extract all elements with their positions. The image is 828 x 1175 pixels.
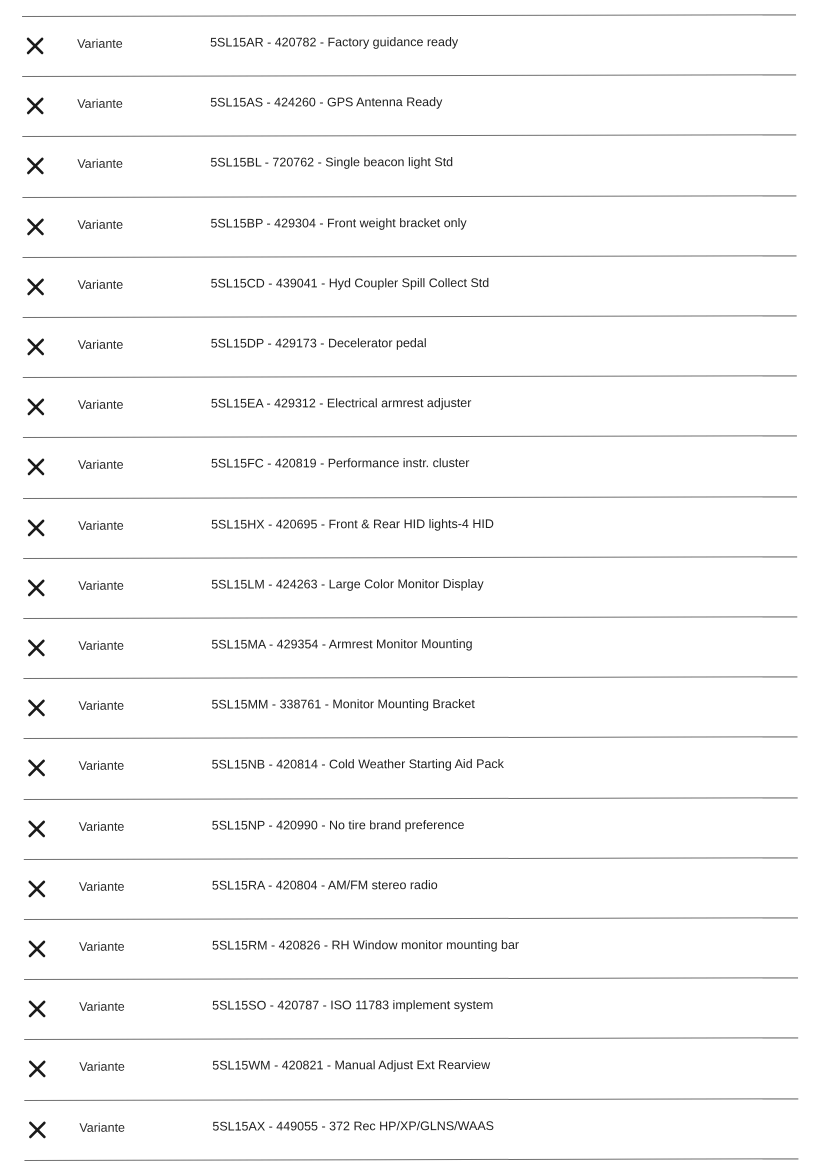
cross-mark-icon [27, 699, 45, 717]
cross-mark-icon [28, 1000, 46, 1018]
cross-mark-icon [27, 278, 45, 296]
row-description: 5SL15CD - 439041 - Hyd Coupler Spill Collect Std [210, 275, 490, 291]
row-description: 5SL15LM - 424263 - Large Color Monitor Display [211, 576, 484, 592]
row-description: 5SL15MM - 338761 - Monitor Mounting Bracket [211, 697, 475, 712]
list-item [23, 616, 797, 678]
row-description: 5SL15NB - 420814 - Cold Weather Starting Aid Pack [211, 757, 504, 772]
row-type-label: Variante [78, 819, 125, 834]
row-description: 5SL15FC - 420819 - Performance instr. cluster [210, 456, 470, 471]
list-item [23, 436, 797, 498]
cross-mark-icon [28, 759, 46, 777]
list-item [24, 1038, 798, 1100]
row-type-label: Variante [78, 879, 125, 894]
row-description: 5SL15AS - 424260 - GPS Antenna Ready [210, 95, 443, 110]
row-type-label: Variante [78, 518, 124, 533]
list-item [24, 917, 798, 979]
cross-mark-icon [28, 1060, 46, 1078]
row-description: 5SL15BL - 720762 - Single beacon light Std [210, 155, 454, 170]
row-type-label: Variante [79, 1120, 126, 1135]
row-description: 5SL15AR - 420782 - Factory guidance ready [210, 35, 459, 50]
cross-mark-icon [26, 157, 44, 175]
cross-mark-icon [27, 519, 45, 537]
row-type-label: Variante [78, 939, 125, 954]
list-item [23, 376, 797, 438]
cross-mark-icon [28, 819, 46, 837]
row-description: 5SL15RM - 420826 - RH Window monitor mounting bar [211, 937, 520, 953]
list-item [24, 797, 798, 859]
row-type-label: Variante [77, 337, 124, 352]
row-description: 5SL15BP - 429304 - Front weight bracket only [210, 215, 467, 231]
divider [24, 1158, 798, 1161]
cross-mark-icon [26, 218, 44, 236]
row-description: 5SL15RA - 420804 - AM/FM stereo radio [211, 877, 438, 893]
cross-mark-icon [27, 338, 45, 356]
row-type-label: Variante [77, 96, 123, 112]
row-description: 5SL15DP - 429173 - Decelerator pedal [210, 336, 427, 351]
row-description: 5SL15AX - 449055 - 372 Rec HP/XP/GLNS/WAAS [212, 1118, 494, 1134]
row-type-label: Variante [77, 458, 124, 473]
list-item [23, 677, 797, 739]
list-item [22, 195, 796, 257]
list-item [24, 1098, 798, 1160]
list-item [23, 496, 797, 558]
row-description: 5SL15NP - 420990 - No tire brand preference [211, 817, 465, 833]
row-type-label: Variante [77, 157, 123, 172]
list-item [22, 14, 796, 76]
row-type-label: Variante [78, 759, 125, 774]
row-type-label: Variante [78, 698, 125, 714]
row-type-label: Variante [77, 397, 124, 413]
cross-mark-icon [26, 37, 44, 55]
row-type-label: Variante [78, 638, 125, 653]
row-description: 5SL15HX - 420695 - Front & Rear HID lights-4 HID [211, 516, 494, 532]
row-type-label: Variante [78, 578, 124, 593]
row-type-label: Variante [77, 277, 124, 292]
cross-mark-icon [28, 940, 46, 958]
cross-mark-icon [27, 579, 45, 597]
list-item [24, 978, 798, 1040]
list-item [23, 556, 797, 618]
row-description: 5SL15EA - 429312 - Electrical armrest adjuster [210, 396, 472, 411]
list-item [23, 255, 797, 317]
row-type-label: Variante [77, 217, 124, 232]
cross-mark-icon [27, 458, 45, 476]
cross-mark-icon [26, 97, 44, 115]
list-item [22, 135, 796, 197]
cross-mark-icon [27, 639, 45, 657]
row-type-label: Variante [77, 36, 123, 51]
cross-mark-icon [27, 398, 45, 416]
list-item [23, 315, 797, 377]
row-description: 5SL15WM - 420821 - Manual Adjust Ext Rearview [212, 1058, 491, 1073]
row-type-label: Variante [79, 1060, 125, 1075]
row-description: 5SL15SO - 420787 - ISO 11783 implement system [212, 998, 494, 1013]
row-description: 5SL15MA - 429354 - Armrest Monitor Mounting [211, 637, 473, 652]
list-item [22, 75, 796, 137]
list-item [24, 857, 798, 919]
row-type-label: Variante [79, 999, 125, 1015]
list-item [24, 737, 798, 799]
cross-mark-icon [28, 1120, 46, 1138]
cross-mark-icon [28, 880, 46, 898]
